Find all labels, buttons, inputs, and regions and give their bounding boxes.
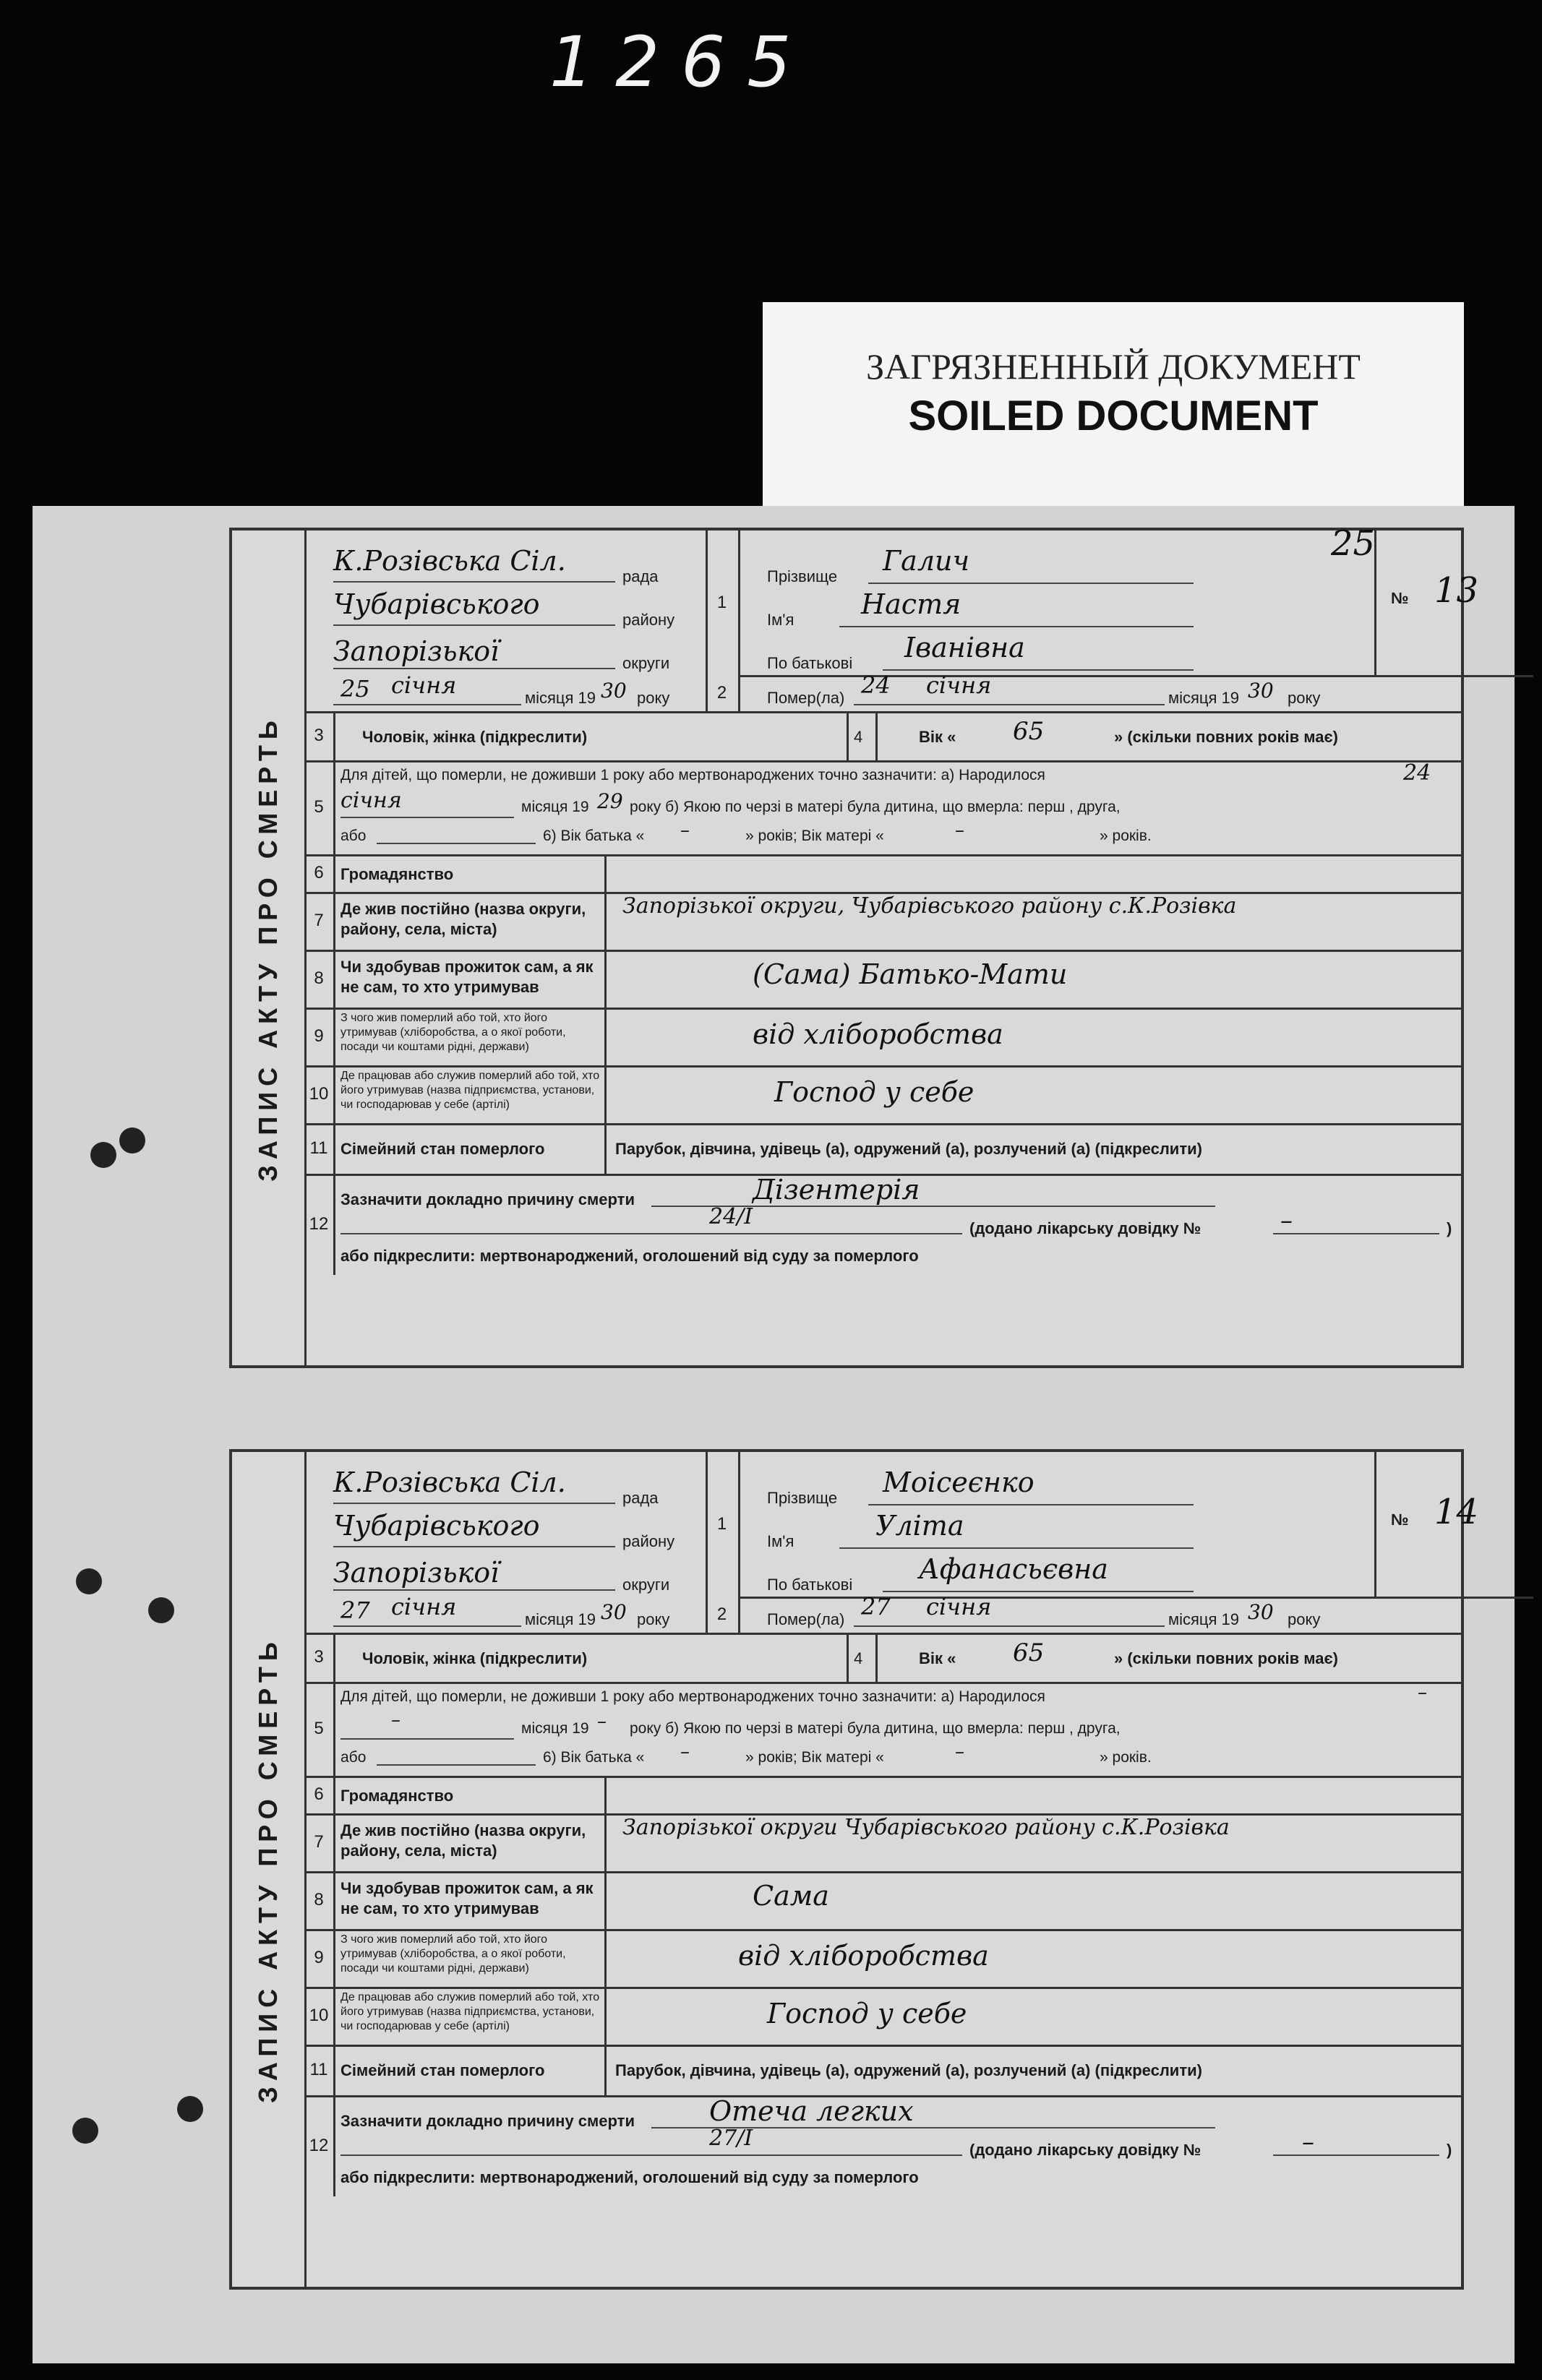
name-label: Ім'я [767, 611, 794, 629]
livelihood-label: Чи здобував прожиток сам, а як не сам, то хто утримував [340, 1879, 594, 1917]
okruha-label: округи [622, 654, 670, 672]
rada-value: К.Розівська Сіл. [333, 545, 566, 577]
row-8: 8 Чи здобував прожиток сам, а як не сам, то хто утримував (Сама) Батько-Мати [304, 950, 1461, 1010]
age-label: Вік « [919, 1649, 956, 1667]
child-born-year: – [597, 1711, 607, 1732]
age-end-label: » (скільки повних років має) [1114, 728, 1338, 746]
rada-label: рада [622, 1489, 659, 1507]
surname-value: Галич [883, 545, 970, 577]
folio-number: 1265 [549, 22, 813, 103]
cert-end: ) [1447, 2141, 1452, 2159]
children-label-7: » років. [1100, 1749, 1152, 1766]
children-label-3: року б) Якою по черзі в матері була дитина, що вмерла: перш , друга, [630, 799, 1121, 815]
death-record-2 [229, 1449, 1479, 2290]
stillborn-label: або підкреслити: мертвонароджений, оголошений від суду за померлого [340, 1247, 919, 1265]
punch-hole [76, 1568, 102, 1594]
raion-value: Чубарівського [333, 1510, 540, 1542]
cause-note: 27/I [709, 2126, 753, 2151]
age-label: Вік « [919, 728, 956, 746]
cert-number: – [1280, 1206, 1293, 1235]
died-month: січня [926, 1593, 992, 1620]
stillborn-label: або підкреслити: мертвонароджений, оголошений від суду за померлого [340, 2168, 919, 2186]
cert-label: (додано лікарську довідку № [969, 2141, 1202, 2159]
number-label: № [1391, 1511, 1409, 1529]
document-sheet [33, 506, 1515, 2363]
reg-month-label: місяця 19 [525, 1610, 596, 1628]
citizenship-label: Громадянство [340, 865, 454, 883]
workplace-value: Господ у себе [767, 1998, 967, 2029]
marital-options: Парубок, дівчина, удівець (а), одружений (а), розлучений (а) (підкреслити) [615, 2061, 1202, 2079]
cause-value: Отеча легких [709, 2095, 914, 2127]
side-title: ЗАПИС АКТУ ПРО СМЕРТЬ [253, 1636, 283, 2103]
patronymic-value: Афанасьєвна [919, 1553, 1108, 1585]
child-born-day: – [1418, 1682, 1427, 1704]
punch-hole [177, 2096, 203, 2122]
patronymic-label: По батькові [767, 654, 853, 672]
father-age: – [680, 820, 690, 841]
died-label: Помер(ла) [767, 1610, 845, 1628]
workplace-label: Де працював або служив померлий або той, хто його утримував (назва підприємства, установи, чи господарював у себе (артілі) [340, 1991, 600, 2032]
cause-note: 24/I [709, 1204, 753, 1229]
row-6: 6 Громадянство [304, 1776, 1461, 1816]
children-label-5: 6) Вік батька « [543, 1749, 645, 1766]
citizenship-label: Громадянство [340, 1787, 454, 1805]
died-year-label: року [1288, 1610, 1321, 1628]
death-record-1 [229, 523, 1479, 1368]
side-title-box [232, 530, 307, 1365]
died-year-label: року [1288, 689, 1321, 707]
income-value: від хліборобства [753, 1018, 1003, 1050]
child-born-day: 24 [1403, 760, 1431, 786]
stamp-ru: ЗАГРЯЗНЕННЫЙ ДОКУМЕНТ [866, 346, 1361, 387]
livelihood-value: (Сама) Батько-Мати [753, 958, 1068, 990]
row-9: 9 З чого жив померлий або той, хто його утримував (хліборобства, а о якої роботи, посади чи коштами рідні, держави) від хліборобства [304, 1929, 1461, 1989]
sex-label: Чоловік, жінка (підкреслити) [362, 1649, 588, 1667]
raion-value: Чубарівського [333, 588, 540, 620]
age-value: 65 [1013, 1638, 1045, 1667]
children-label-3: року б) Якою по черзі в матері була дитина, що вмерла: перш , друга, [630, 1720, 1121, 1737]
reg-year: 30 [601, 679, 627, 703]
row-10: 10 Де працював або служив померлий або той, хто його утримував (назва підприємства, установи, чи господарював у себе (артілі) Господ у себе [304, 1065, 1461, 1125]
cert-label: (додано лікарську довідку № [969, 1219, 1202, 1237]
surname-value: Моісеєнко [883, 1466, 1035, 1498]
surname-label: Прізвище [767, 1489, 838, 1507]
cert-end: ) [1447, 1219, 1452, 1237]
cert-number: – [1302, 2128, 1314, 2157]
died-label: Помер(ла) [767, 689, 845, 707]
name-value: Уліта [875, 1510, 964, 1542]
name-label: Ім'я [767, 1532, 794, 1550]
mother-age: – [955, 820, 964, 841]
children-label-2: місяця 19 [521, 799, 589, 815]
died-year: 30 [1248, 679, 1274, 703]
income-value: від хліборобства [738, 1940, 989, 1972]
reg-day: 25 [340, 675, 370, 703]
child-born-year: 29 [597, 789, 623, 813]
row-11: 11 Сімейний стан померлого Парубок, дівчина, удівець (а), одружений (а), розлучений (а) (підкреслити) [304, 1123, 1461, 1176]
row-10: 10 Де працював або служив померлий або той, хто його утримував (назва підприємства, установи, чи господарював у себе (артілі) Господ у себе [304, 1987, 1461, 2047]
income-label: З чого жив померлий або той, хто його утримував (хліборобства, а о якої роботи, посади чи коштами рідні, держави) [340, 1012, 566, 1053]
children-label-5: 6) Вік батька « [543, 828, 645, 844]
patronymic-value: Іванівна [904, 632, 1025, 663]
reg-month-label: місяця 19 [525, 689, 596, 707]
punch-hole [90, 1142, 116, 1168]
punch-hole [148, 1597, 174, 1623]
rada-label: рада [622, 567, 659, 585]
children-label: Для дітей, що померли, не доживши 1 року або мертвонароджених точно зазначити: а) Народилося [340, 1688, 1045, 1705]
died-day: 24 [861, 671, 891, 699]
residence-value: Запорізької округи, Чубарівського району с.К.Розівка [622, 893, 1237, 919]
died-month: січня [926, 671, 992, 699]
row-12: 12 Зазначити докладно причину смерти Дізентерія 24/I (додано лікарську довідку № – ) або підкреслити: мертвонароджений, оголошений від суду за померлого [304, 1174, 1461, 1275]
marital-label: Сімейний стан померлого [340, 2061, 545, 2079]
row-7: 7 Де жив постійно (назва округи, району, села, міста) Запорізької округи, Чубарівського району с.К.Розівка [304, 892, 1461, 952]
rada-value: К.Розівська Сіл. [333, 1466, 566, 1498]
reg-year: 30 [601, 1600, 627, 1624]
row-5: 5 Для дітей, що померли, не доживши 1 року або мертвонароджених точно зазначити: а) Народилося 24 січня місяця 19 29 року б) Якою по черзі в матері була дитина, що вмерла: перш , друга, або 6) Вік батька « – » років; Вік матері « – » років. [304, 760, 1461, 856]
mother-age: – [955, 1741, 964, 1763]
record-number-box [1374, 530, 1532, 677]
record-number: 14 [1434, 1492, 1479, 1532]
punch-hole [72, 2118, 98, 2144]
page-mark: 25 [1331, 523, 1376, 564]
header-block: К.Розівська Сіл. рада Чубарівського району Запорізької округи 1 Прізвище Галич Ім'я Настя По батькові Іванівна 25 № 13 2 25 січня місяця 19 30 року Помер(ла) 24 січня місяця 19 30 року [304, 530, 1461, 713]
row-3: 3 Чоловік, жінка (підкреслити) 4 Вік « 65 » (скільки повних років має) [304, 711, 1461, 762]
children-label-6: » років; Вік матері « [745, 1749, 884, 1766]
header-block: К.Розівська Сіл. рада Чубарівського району Запорізької округи 1 Прізвище Моісеєнко Ім'я Уліта По батькові Афанасьєвна № 14 2 27 січня місяця 19 30 року Помер(ла) 27 січня місяця 19 30 року [304, 1452, 1461, 1635]
row-8: 8 Чи здобував прожиток сам, а як не сам, то хто утримував Сама [304, 1871, 1461, 1931]
reg-year-label: року [637, 1610, 670, 1628]
side-title: ЗАПИС АКТУ ПРО СМЕРТЬ [253, 714, 283, 1182]
children-label-4: або [340, 1749, 367, 1766]
marital-options: Парубок, дівчина, удівець (а), одружений (а), розлучений (а) (підкреслити) [615, 1140, 1202, 1158]
children-label: Для дітей, що померли, не доживши 1 року або мертвонароджених точно зазначити: а) Народилося [340, 767, 1045, 783]
child-born-month: січня [340, 788, 402, 813]
reg-day: 27 [340, 1597, 370, 1624]
died-day: 27 [861, 1593, 891, 1620]
age-value: 65 [1013, 717, 1045, 746]
died-month-label: місяця 19 [1168, 689, 1240, 707]
children-label-6: » років; Вік матері « [745, 828, 884, 844]
row-12: 12 Зазначити докладно причину смерти Отеча легких 27/I (додано лікарську довідку № – ) або підкреслити: мертвонароджений, оголошений від суду за померлого [304, 2095, 1461, 2196]
cause-label: Зазначити докладно причину смерти [340, 2112, 635, 2130]
raion-label: району [622, 611, 675, 629]
died-year: 30 [1248, 1600, 1274, 1624]
name-value: Настя [861, 588, 961, 620]
side-title-box [232, 1452, 307, 2287]
marital-label: Сімейний стан померлого [340, 1140, 545, 1158]
livelihood-value: Сама [753, 1880, 829, 1912]
income-label: З чого жив померлий або той, хто його утримував (хліборобства, а о якої роботи, посади чи коштами рідні, держави) [340, 1933, 566, 1975]
children-label-7: » років. [1100, 828, 1152, 844]
children-label-4: або [340, 828, 367, 844]
record-number: 13 [1434, 570, 1479, 611]
residence-label: Де жив постійно (назва округи, району, села, міста) [340, 1821, 586, 1860]
child-born-month: – [391, 1709, 401, 1731]
soiled-document-stamp [763, 302, 1464, 508]
punch-hole [119, 1127, 145, 1154]
children-label-2: місяця 19 [521, 1720, 589, 1737]
row-5: 5 Для дітей, що померли, не доживши 1 року або мертвонароджених точно зазначити: а) Народилося – – місяця 19 – року б) Якою по черзі в матері була дитина, що вмерла: перш , друга, або 6) Вік батька « – » років; Вік матері « – » років. [304, 1682, 1461, 1778]
workplace-label: Де працював або служив померлий або той, хто його утримував (назва підприємства, установи, чи господарював у себе (артілі) [340, 1070, 600, 1111]
father-age: – [680, 1741, 690, 1763]
raion-label: району [622, 1532, 675, 1550]
row-11: 11 Сімейний стан померлого Парубок, дівчина, удівець (а), одружений (а), розлучений (а) (підкреслити) [304, 2045, 1461, 2097]
livelihood-label: Чи здобував прожиток сам, а як не сам, то хто утримував [340, 958, 594, 996]
died-month-label: місяця 19 [1168, 1610, 1240, 1628]
okruha-value: Запорізької [333, 635, 500, 667]
patronymic-label: По батькові [767, 1576, 853, 1594]
okruha-label: округи [622, 1576, 670, 1594]
record-number-box [1374, 1452, 1532, 1599]
row-9: 9 З чого жив померлий або той, хто його утримував (хліборобства, а о якої роботи, посади чи коштами рідні, держави) від хліборобства [304, 1008, 1461, 1067]
reg-year-label: року [637, 689, 670, 707]
residence-label: Де жив постійно (назва округи, району, села, міста) [340, 900, 586, 938]
cause-value: Дізентерія [753, 1174, 920, 1206]
row-6: 6 Громадянство [304, 854, 1461, 894]
age-end-label: » (скільки повних років має) [1114, 1649, 1338, 1667]
row-7: 7 Де жив постійно (назва округи, району, села, міста) Запорізької округи Чубарівського району с.К.Розівка [304, 1813, 1461, 1873]
sex-label: Чоловік, жінка (підкреслити) [362, 728, 588, 746]
reg-month: січня [391, 671, 457, 699]
row-3: 3 Чоловік, жінка (підкреслити) 4 Вік « 65 » (скільки повних років має) [304, 1633, 1461, 1684]
number-label: № [1391, 589, 1409, 607]
stamp-en: SOILED DOCUMENT [908, 392, 1319, 439]
residence-value: Запорізької округи Чубарівського району с.К.Розівка [622, 1815, 1230, 1840]
okruha-value: Запорізької [333, 1557, 500, 1589]
workplace-value: Господ у себе [774, 1076, 975, 1108]
cause-label: Зазначити докладно причину смерти [340, 1190, 635, 1208]
surname-label: Прізвище [767, 567, 838, 585]
reg-month: січня [391, 1593, 457, 1620]
